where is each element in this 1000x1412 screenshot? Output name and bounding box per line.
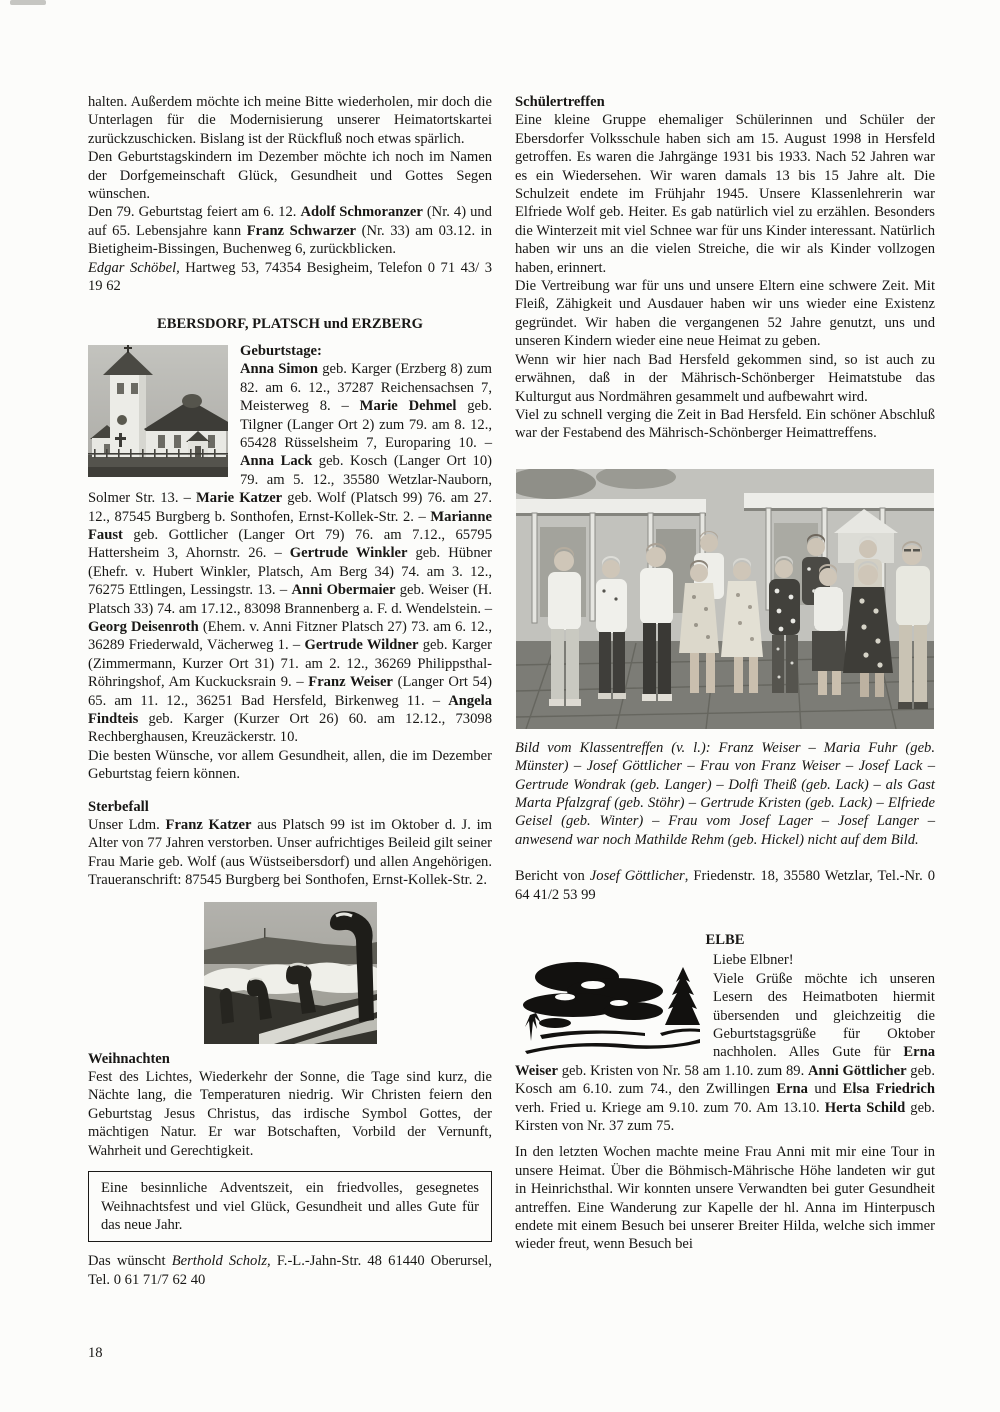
- schuelertreffen-heading: Schülertreffen: [515, 94, 605, 110]
- sterbefall-text: Unser Ldm. Franz Katzer aus Platsch 99 ist im Oktober d. J. im Alter von 77 Jahren verstorben. Unser aufrichtiges Beileid gilt seiner Frau Marie geb. Wolf (aus Wüstseibersdorf) und allen Angehörigen. Traueranschrift: 87545 Burgberg bei Sonthofen, Ernst-Kollek-Str. 2.: [88, 817, 492, 889]
- reunion-photo-caption: Bild vom Klassentreffen (v. l.): Franz Weiser – Maria Fuhr (geb. Münster) – Josef Göttlicher – Frau von Franz Weiser – Josef Lack – Gertrude Wondrak (geb. Langer) – Dolfi Theiß (geb. Lack) – als Gast Marta Pfalzgraf (geb. Stöhr) – Gertrude Kristen (geb. Lack) – Elfriede Geisel (geb. Winter) – Frau vom Josef Lager – Josef Langer –anwesend war noch Mathilde Rehm (geb. Hickel) nicht auf dem Bild.: [515, 739, 935, 848]
- geburtstage-text: Anna Simon geb. Karger (Erzberg 8) zum 82. am 6. 12., 37287 Reichensachsen 7, Meisterweg 8. – Marie Dehmel geb. Tilgner (Langer Ort 2) zum 79. am 8. 12., 65428 Rüsselsheim 7, Europaring 10. – Anna Lack geb. Kosch (Langer Ort 10) 79. am 5. 12., 35580 Wetzlar-Nauborn, Solmer Str. 13. – Marie Katzer geb. Wolf (Platsch 99) 76. am 27. 12., 87545 Burgberg b. Sonthofen, Ernst-Kollek-Str. 2. – Marianne Faust geb. Gottlicher (Langer Ort 79) 76. am 7.12., 65795 Hattersheim 3, Ahornstr. 26. – Gertrude Winkler geb. Hübner (Ehefr. v. Hubert Winkler, Platsch, Am Berg 34) 74. am 3. 12., 76275 Ettlingen, Lessingstr. 13. – Anni Obermaier geb. Weiser (H. Platsch 33) 74. am 17.12., 83098 Brannenberg a. F. d. Wendelstein. – Georg Deisenroth (Ehem. v. Anni Fitzner Platsch 27) 73. am 6. 12., 36289 Friederwald, Vächerweg 1. – Gertrude Wildner geb. Karger (Zimmermann, Kurzer Ort 31) 71. am 2. 12., 36269 Philippsthal-Röhringshof, Am Kuckucksrain 9. – Franz Weiser (Langer Ort 54) 65. am 11. 12., 36251 Bad Hersfeld, Birkenweg 11. – Angela Findteis geb. Karger (Kurzer Ort 26) 60. am 12.12., 73098 Rechberghausen, Kreuzäckerstr. 10.: [88, 361, 493, 746]
- schuelertreffen-paragraph-3: Wenn wir hier nach Bad Hersfeld gekommen sind, so ist auch zu erwähnen, daß in der Mährisch-Schönberger Heimatstube das Kulturgut aus Nordmähren gesammelt und aufbewahrt wird.: [515, 351, 935, 405]
- class-reunion-photo: [516, 469, 934, 729]
- winter-photo: [204, 902, 377, 1044]
- schuelertreffen-paragraph-1: Eine kleine Gruppe ehemaliger Schülerinnen und Schüler der Ebersdorfer Volksschule haben sich am 15. August 1998 in Hersfeld getroffen. Es waren die Jahrgänge 1931 bis 1933. Nach 52 Jahren war es ein Wiedersehen. Wir waren damals 13 bis 15 Jahre alt. Die Schulzeit endete im Frühjahr 1945. Unsere Klassenlehrerin war Elfriede Wolf geb. Heiter. Es gab natürlich viel zu erzählen. Besonders die Winterzeit mit viel Schnee war für uns Kinder interessant. Natürlich haben wir uns an die vielen Streiche, die wir als Kinder vollzogen haben, erinnert.: [515, 112, 935, 276]
- geburtstage-wishes: Die besten Wünsche, vor allem Gesundheit, allen, die im Dezember Geburtstag feiern können.: [88, 747, 492, 783]
- intro-paragraph-3: Den 79. Geburtstag feiert am 6. 12. Adolf Schmoranzer (Nr. 4) und auf 65. Lebensjahre kann Franz Schwarzer (Nr. 33) am 03.12. in Bietigheim-Bissingen, Buchenweg 6, zurückblicken.: [88, 204, 493, 258]
- intro-paragraph-1: halten. Außerdem möchte ich meine Bitte wiederholen, mir doch die Unterlagen für die Modernisierung unserer Heimatortskartei zurückzuschicken. Bislang ist der Rückfluß noch etwas spärlich.: [88, 94, 492, 147]
- winter-photo-image: [204, 902, 377, 1044]
- weihnachten-text: Fest des Lichtes, Wiederkehr der Sonne, die Tage sind kurz, die Nächte lang, die Temperaturen niedrig. Wir Christen feiern den Geburtstag Jesus Christus, das irdische Symbol Gottes, der mächtigen Natur. Er war Botschaften, Vorbild der Vernunft, Wahrheit und Gerechtigkeit.: [88, 1069, 492, 1159]
- schuelertreffen-paragraph-4: Viel zu schnell verging die Zeit in Bad Hersfeld. Ein schöner Abschluß war der Festabend des Mährisch-Schönberger Heimattreffens.: [515, 406, 935, 442]
- weihnachten-heading: Weihnachten: [88, 1050, 170, 1067]
- tour-paragraph: In den letzten Wochen machte meine Frau Anni mit mir eine Tour in unsere Heimat. Über die Böhmisch-Mährische Höhe landeten wir gut in Heinrichsthal. Wir konnten unsere Verwandten bei guter Gesundheit antreffen. Eine Wanderung zur Kapelle der hl. Anna im Hinterpusch endete mit einem Besuch bei unserer Breiter Hilda, welche sich immer wieder freut, wenn Besuch bei: [515, 1144, 935, 1253]
- advent-greeting-text: Eine besinnliche Adventszeit, ein friedvolles, gesegnetes Weihnachtsfest und viel Glück, Gesundheit und alles Gute für das neue Jahr.: [101, 1180, 479, 1233]
- trees-sketch: [515, 955, 705, 1057]
- section-heading-ebersdorf: EBERSDORF, PLATSCH und ERZBERG: [156, 316, 423, 333]
- sterbefall-heading: Sterbefall: [88, 798, 149, 815]
- right-column: [515, 93, 935, 1254]
- advent-greeting-box: [88, 1171, 492, 1242]
- scan-smudge-mark: [10, 0, 46, 5]
- trees-sketch-image: [515, 955, 705, 1057]
- bericht-line: Bericht von Josef Göttlicher, Friedenstr. 18, 35580 Wetzlar, Tel.-Nr. 0 64 41/2 53 99: [515, 868, 935, 903]
- church-photo: [88, 345, 228, 477]
- elbe-heading: ELBE: [705, 931, 745, 948]
- schuelertreffen-paragraph-2: Die Vertreibung war für uns und unsere Eltern eine schwere Zeit. Mit Fleiß, Zähigkeit und Ausdauer haben wir uns wieder eine Existenz gegründet. Wir haben die vergangenen 52 Jahre genutzt, uns und unseren Kindern wieder eine neue Heimat zu geben.: [515, 278, 935, 350]
- church-photo-image: [88, 345, 228, 477]
- geburtstage-label: Geburtstage:: [240, 342, 322, 359]
- elbe-salutation: Liebe Elbner!: [713, 952, 794, 969]
- das-wuenscht-line: Das wünscht Berthold Scholz, F.-L.-Jahn-Str. 48 61440 Oberursel, Tel. 0 61 71/7 62 40: [88, 1253, 492, 1288]
- elbe-block: [515, 951, 935, 1135]
- class-reunion-photo-image: [516, 469, 934, 729]
- left-column: [88, 93, 492, 1289]
- intro-contact-line: Edgar Schöbel, Hartweg 53, 74354 Besigheim, Telefon 0 71 43/ 3 19 62: [88, 259, 493, 295]
- geburtstage-block: [88, 342, 492, 784]
- elbe-text: Viele Grüße möchte ich unseren Lesern des Heimatboten hiermit übersenden und gleichzeitig die Geburtstagsgrüße für Oktober nachholen. Alles Gute für Erna Weiser geb. Kristen von Nr. 58 am 1.10. zum 89. Anni Göttlicher geb. Kosch am 6.10. zum 74., den Zwillingen Erna und Elsa Friedrich verh. Fried u. Kriege am 9.10. zum 70. Am 13.10. Herta Schild geb. Kirsten von Nr. 37 zum 75.: [515, 970, 935, 1135]
- page-number: 18: [88, 1345, 103, 1361]
- intro-paragraph-2: Den Geburtstagskindern im Dezember möchte ich noch im Namen der Dorfgemeinschaft Glück, Gesundheit und Gottes Segen wünschen.: [88, 149, 492, 203]
